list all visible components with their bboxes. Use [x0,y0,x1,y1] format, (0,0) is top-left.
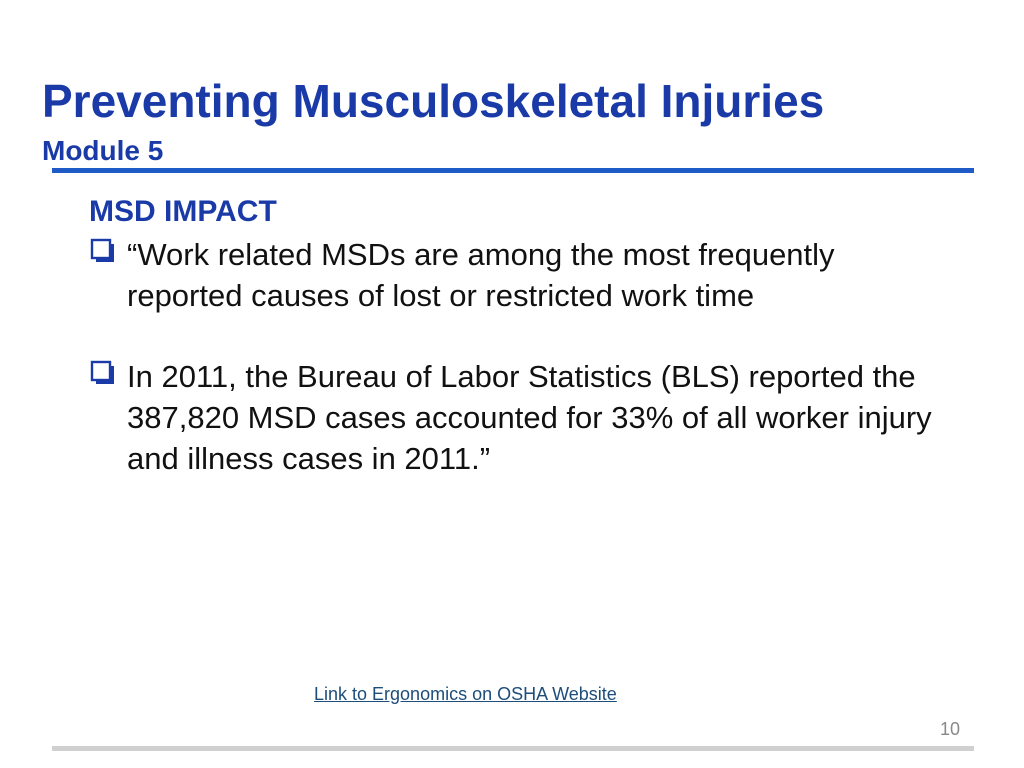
checkbox-square-icon [90,360,116,386]
checkbox-square-icon [90,238,116,264]
footer-divider [52,746,974,751]
slide-title: Preventing Musculoskeletal Injuries [42,75,825,127]
osha-ergonomics-link[interactable]: Link to Ergonomics on OSHA Website [314,684,617,704]
bullet-item [90,234,950,316]
bullet-item [90,356,950,479]
bullet-text: In 2011, the Bureau of Labor Statistics (BLS) reported the 387,820 MSD cases accounted for 33% of all worker injury and illness cases in 2011.” [127,359,932,476]
bullet-text: “Work related MSDs are among the most frequently reported causes of lost or restricted work time [127,237,835,313]
slide-subtitle: Module 5 [42,135,164,166]
page-number: 10 [940,719,961,739]
section-heading: MSD IMPACT [89,195,277,228]
title-divider [52,168,974,173]
